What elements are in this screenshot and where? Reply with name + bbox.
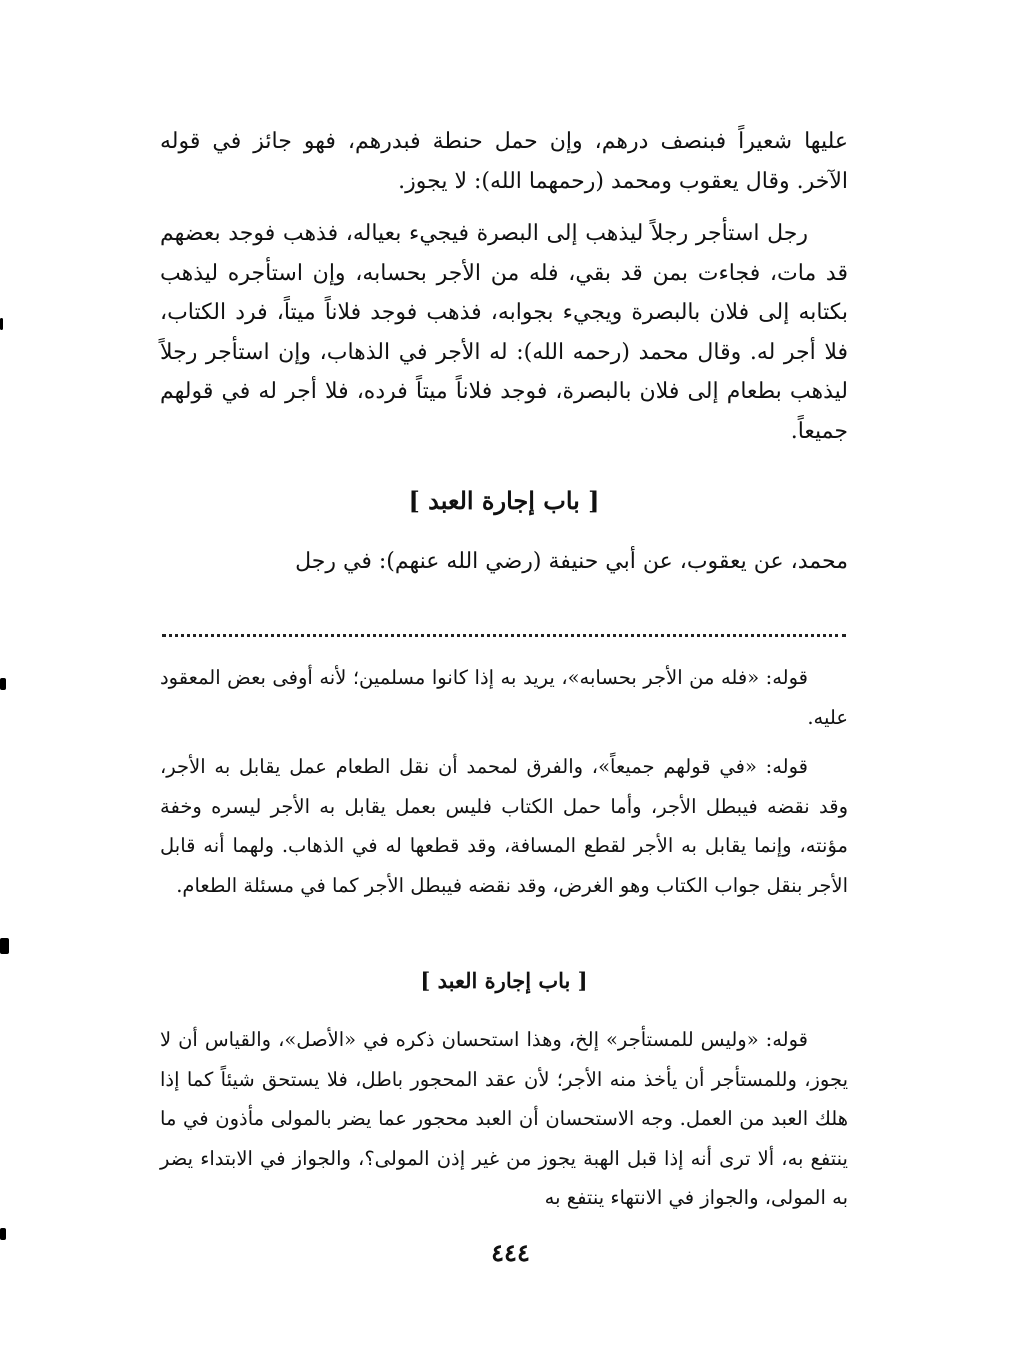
commentary-paragraph-1: قوله: «فله من الأجر بحسابه»، يريد به إذا كانوا مسلمين؛ لأنه أوفى بعض المعقود عليه. [160,666,848,729]
commentary-section-heading: [ باب إجارة العبد ] [420,968,588,993]
commentary-paragraph-2: قوله: «في قولهم جميعاً»، والفرق لمحمد أن نقل الطعام عمل يقابل به الأجر، وقد نقضه فيبطل الأجر، وأما حمل الكتاب فليس بعمل يقابل به الأجر ليسره وخفة مؤنته، وإنما يقابل به الأجر لقطع المسافة، وقد قطعها له في الذهاب. ولهما أنه قابل الأجر بنقل جواب الكتاب وهو الغرض، وقد نقضه فيبطل الأجر كما في مسئلة الطعام. [160,755,848,897]
main-text-section [160,122,848,451]
margin-mark [0,938,9,954]
commentary-paragraph-3: قوله: «وليس للمستأجر» إلخ، وهذا استحسان ذكره في «الأصل»، والقياس أن لا يجوز، وللمستأجر أن يأخذ منه الأجر؛ لأن عقد المحجور باطل، فلا يستحق شيئاً كما إذا هلك العبد من العمل. وجه الاستحسان أن العبد محجور عما يضر بالمولى مأذون في ما ينتفع به، ألا ترى أنه إذا قبل الهبة يجوز من غير إذن المولى؟، والجواز في الابتداء يضر به المولى، والجواز في الانتهاء ينتفع به [160,1028,848,1209]
main-text-continuation [160,542,848,582]
main-paragraph-1: عليها شعيراً فبنصف درهم، وإن حمل حنطة فبدرهم، فهو جائز في قوله الآخر. وقال يعقوب ومحمد (رحمهما الله): لا يجوز. [160,129,848,194]
footnote-divider [162,634,846,637]
main-paragraph-2: رجل استأجر رجلاً ليذهب إلى البصرة فيجيء بعياله، فذهب فوجد بعضهم قد مات، فجاءت بمن قد بقي، فله من الأجر بحسابه، وإن استأجره ليذهب بكتابه إلى فلان بالبصرة ويجيء بجوابه، فذهب فوجد فلاناً ميتاً، فرد الكتاب، فلا أجر له. وقال محمد (رحمه الله): له الأجر في الذهاب، وإن استأجر رجلاً ليذهب بطعام إلى فلان بالبصرة، فوجد فلاناً ميتاً فرده، فلا أجر له في قولهم جميعاً. [160,221,848,444]
commentary-section [160,658,848,905]
page-number: ٤٤٤ [491,1238,530,1267]
main-section-heading: [ باب إجارة العبد ] [408,486,600,515]
margin-mark [0,318,3,330]
margin-mark [0,678,6,690]
commentary-continuation [160,1020,848,1218]
main-paragraph-3: محمد، عن يعقوب، عن أبي حنيفة (رضي الله عنهم): في رجل [295,549,848,574]
margin-mark [0,1228,6,1240]
